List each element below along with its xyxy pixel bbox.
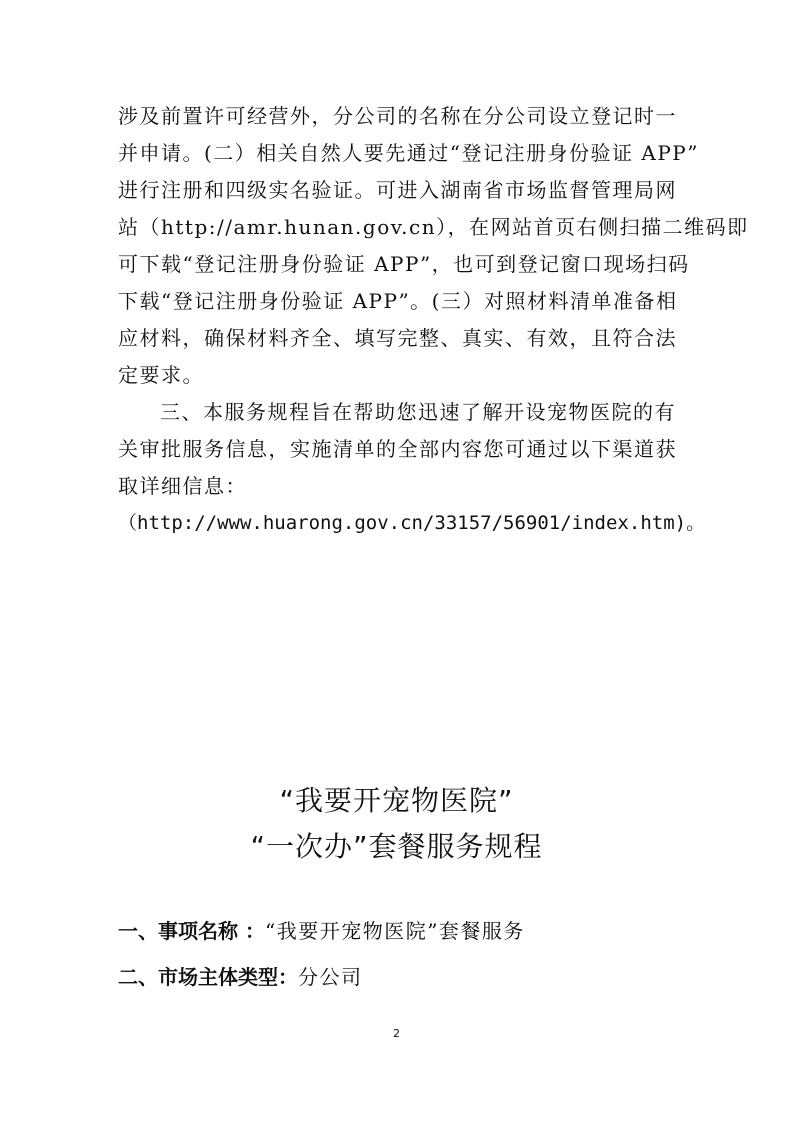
body-line: 站（http://amr.hunan.gov.cn），在网站首页右侧扫描二维码即 bbox=[118, 215, 749, 239]
document-title bbox=[0, 778, 793, 870]
section-three-line: 三、本服务规程旨在帮助您迅速了解开设宠物医院的有 bbox=[160, 400, 676, 424]
body-line: 进行注册和四级实名验证。可进入湖南省市场监督管理局网 bbox=[118, 178, 677, 202]
item-row-entity-type bbox=[118, 954, 698, 1000]
body-line: 应材料，确保材料齐全、填写完整、真实、有效，且符合法 bbox=[118, 326, 677, 350]
section-three-line: 关审批服务信息，实施清单的全部内容您可通过以下渠道获 bbox=[118, 437, 677, 461]
item-list bbox=[118, 908, 698, 1000]
item-label: 二、市场主体类型： bbox=[118, 965, 298, 989]
title-line-1: “我要开宠物医院” bbox=[279, 784, 514, 817]
page-number: 2 bbox=[393, 1027, 400, 1040]
body-line: 可下载“登记注册身份验证 APP”，也可到登记窗口现场扫码 bbox=[118, 252, 690, 276]
item-row-name bbox=[118, 908, 698, 954]
section-three-line: 取详细信息： bbox=[118, 474, 247, 498]
title-line-2: “一次办”套餐服务规程 bbox=[250, 830, 543, 863]
item-label: 一、事项名称 ： bbox=[118, 919, 265, 943]
item-value: “我要开宠物医院”套餐服务 bbox=[264, 919, 525, 943]
body-line: 下载“登记注册身份验证 APP”。(三）对照材料清单准备相 bbox=[118, 289, 678, 313]
body-text bbox=[118, 98, 749, 542]
reference-url: （http://www.huarong.gov.cn/33157/56901/index.htm)。 bbox=[118, 512, 706, 534]
body-line: 定要求。 bbox=[118, 363, 204, 387]
body-line: 并申请。(二）相关自然人要先通过“登记注册身份验证 APP” bbox=[118, 141, 699, 165]
item-value: 分公司 bbox=[298, 965, 363, 989]
body-line: 涉及前置许可经营外，分公司的名称在分公司设立登记时一 bbox=[118, 104, 677, 128]
